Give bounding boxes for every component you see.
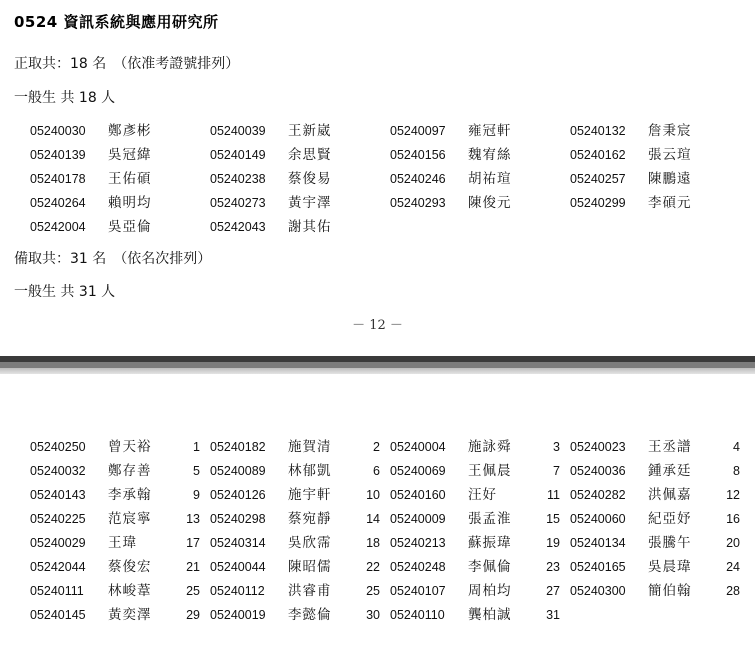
- exam-id: 05240282: [570, 488, 626, 502]
- candidate-name: 洪佩嘉: [648, 487, 692, 503]
- candidate-name: 蔡俊易: [288, 171, 332, 187]
- candidate-name: 吳欣霈: [288, 535, 332, 551]
- rank-number: 16: [726, 512, 740, 526]
- exam-id: 05240134: [570, 536, 626, 550]
- candidate-name: 陳俊元: [468, 195, 512, 211]
- candidate-name: 周柏均: [468, 583, 512, 599]
- waitlist-prefix: 備取共：: [14, 251, 70, 267]
- rank-number: 19: [546, 536, 560, 550]
- exam-id: 05240248: [390, 560, 446, 574]
- candidate-name: 曾天裕: [108, 439, 152, 455]
- exam-id: 05240299: [570, 196, 626, 210]
- candidate-name: 范宸寧: [108, 511, 152, 527]
- rank-number: 11: [547, 488, 560, 502]
- admitted-group-suffix: 人: [96, 90, 116, 106]
- exam-id: 05240149: [210, 148, 266, 162]
- candidate-name: 王佩晨: [468, 463, 512, 479]
- exam-id: 05240250: [30, 440, 86, 454]
- exam-id: 05240298: [210, 512, 266, 526]
- exam-id: 05240225: [30, 512, 86, 526]
- page-break-divider: [0, 356, 755, 374]
- candidate-name: 謝其佑: [288, 219, 332, 235]
- rank-number: 25: [366, 584, 380, 598]
- exam-id: 05242004: [30, 220, 86, 234]
- candidate-name: 施賀清: [288, 439, 332, 455]
- admitted-group-count: 18: [78, 90, 97, 106]
- waitlist-suffix: 名 （依名次排列）: [87, 251, 212, 267]
- candidate-name: 張孟淮: [468, 511, 512, 527]
- exam-id: 05240023: [570, 440, 626, 454]
- candidate-name: 李佩倫: [468, 559, 512, 575]
- rank-number: 25: [186, 584, 200, 598]
- candidate-name: 余思賢: [288, 147, 332, 163]
- exam-id: 05240126: [210, 488, 266, 502]
- exam-id: 05240139: [30, 148, 86, 162]
- exam-id: 05240029: [30, 536, 86, 550]
- candidate-name: 汪好: [468, 487, 497, 503]
- exam-id: 05242043: [210, 220, 266, 234]
- rank-number: 1: [193, 440, 200, 454]
- exam-id: 05240143: [30, 488, 86, 502]
- exam-id: 05240111: [30, 584, 84, 598]
- exam-id: 05240165: [570, 560, 626, 574]
- admitted-prefix: 正取共：: [14, 56, 70, 72]
- rank-number: 7: [553, 464, 560, 478]
- candidate-name: 施宇軒: [288, 487, 332, 503]
- rank-number: 2: [373, 440, 380, 454]
- exam-id: 05240246: [390, 172, 446, 186]
- exam-id: 05240238: [210, 172, 266, 186]
- exam-id: 05240019: [210, 608, 266, 622]
- waitlist-group-suffix: 人: [96, 284, 116, 300]
- waitlist-count: 31: [70, 251, 88, 267]
- exam-id: 05240182: [210, 440, 266, 454]
- candidate-name: 賴明均: [108, 195, 152, 211]
- admitted-suffix: 名 （依准考證號排列）: [87, 56, 240, 72]
- admitted-summary: [14, 53, 239, 73]
- candidate-name: 鄭存善: [108, 463, 152, 479]
- exam-id: 05240156: [390, 148, 446, 162]
- exam-id: 05240039: [210, 124, 266, 138]
- exam-id: 05240004: [390, 440, 446, 454]
- candidate-name: 魏宥絲: [468, 147, 512, 163]
- exam-id: 05240089: [210, 464, 266, 478]
- candidate-name: 李碩元: [648, 195, 692, 211]
- candidate-name: 洪睿甫: [288, 583, 332, 599]
- rank-number: 30: [366, 608, 380, 622]
- candidate-name: 王佑碩: [108, 171, 152, 187]
- candidate-name: 李懿倫: [288, 607, 332, 623]
- rank-number: 21: [186, 560, 200, 574]
- exam-id: 05240300: [570, 584, 626, 598]
- candidate-name: 龔柏誠: [468, 607, 512, 623]
- waitlist-group-count: 31: [78, 284, 97, 300]
- waitlist-group-summary: [14, 281, 115, 301]
- exam-id: 05240060: [570, 512, 626, 526]
- candidate-name: 李承翰: [108, 487, 152, 503]
- admitted-count: 18: [70, 56, 88, 72]
- admitted-group-summary: [14, 87, 115, 107]
- rank-number: 12: [726, 488, 740, 502]
- waitlist-summary: [14, 248, 211, 268]
- rank-number: 6: [373, 464, 380, 478]
- candidate-name: 胡祐瑄: [468, 171, 512, 187]
- exam-id: 05240036: [570, 464, 626, 478]
- exam-id: 05240178: [30, 172, 86, 186]
- exam-id: 05240160: [390, 488, 446, 502]
- rank-number: 17: [186, 536, 200, 550]
- rank-number: 13: [186, 512, 200, 526]
- rank-number: 18: [366, 536, 380, 550]
- exam-id: 05240145: [30, 608, 86, 622]
- exam-id: 05240030: [30, 124, 86, 138]
- rank-number: 8: [733, 464, 740, 478]
- candidate-name: 王丞譜: [648, 439, 692, 455]
- exam-id: 05240107: [390, 584, 446, 598]
- exam-id: 05240273: [210, 196, 266, 210]
- candidate-name: 雍冠軒: [468, 123, 512, 139]
- exam-id: 05240097: [390, 124, 446, 138]
- candidate-name: 鄭彥彬: [108, 123, 152, 139]
- rank-number: 29: [186, 608, 200, 622]
- admitted-group-prefix: 一般生 共: [14, 90, 79, 106]
- candidate-name: 黃奕澤: [108, 607, 152, 623]
- candidate-name: 簡伯翰: [648, 583, 692, 599]
- rank-number: 14: [366, 512, 380, 526]
- rank-number: 20: [726, 536, 740, 550]
- exam-id: 05240009: [390, 512, 446, 526]
- candidate-name: 吳晨瑋: [648, 559, 692, 575]
- rank-number: 22: [366, 560, 380, 574]
- candidate-name: 黃宇澤: [288, 195, 332, 211]
- exam-id: 05240162: [570, 148, 626, 162]
- candidate-name: 吳冠緯: [108, 147, 152, 163]
- exam-id: 05240132: [570, 124, 626, 138]
- candidate-name: 詹秉宸: [648, 123, 692, 139]
- exam-id: 05240044: [210, 560, 266, 574]
- exam-id: 05240257: [570, 172, 626, 186]
- page-number: － 12 －: [352, 318, 403, 333]
- page-13-top: [0, 374, 755, 651]
- candidate-name: 吳亞倫: [108, 219, 152, 235]
- exam-id: 05240032: [30, 464, 86, 478]
- rank-number: 9: [193, 488, 200, 502]
- rank-number: 27: [546, 584, 560, 598]
- waitlist-group-prefix: 一般生 共: [14, 284, 79, 300]
- candidate-name: 張騰午: [648, 535, 692, 551]
- department-title: 0524 資訊系統與應用研究所: [14, 13, 219, 31]
- candidate-name: 王新崴: [288, 123, 332, 139]
- rank-number: 4: [733, 440, 740, 454]
- candidate-name: 王瑋: [108, 535, 137, 551]
- exam-id: 05240213: [390, 536, 446, 550]
- candidate-name: 蘇振瑋: [468, 535, 512, 551]
- candidate-name: 林郁凱: [288, 463, 332, 479]
- exam-id: 05240293: [390, 196, 446, 210]
- candidate-name: 陳昭儒: [288, 559, 332, 575]
- rank-number: 10: [366, 488, 380, 502]
- rank-number: 24: [726, 560, 740, 574]
- exam-id: 05240110: [390, 608, 445, 622]
- candidate-name: 施詠舜: [468, 439, 512, 455]
- candidate-name: 陳鵬遠: [648, 171, 692, 187]
- candidate-name: 鍾承廷: [648, 463, 692, 479]
- candidate-name: 蔡俊宏: [108, 559, 152, 575]
- exam-id: 05240069: [390, 464, 446, 478]
- exam-id: 05240112: [210, 584, 265, 598]
- rank-number: 31: [546, 608, 560, 622]
- rank-number: 28: [726, 584, 740, 598]
- exam-id: 05240264: [30, 196, 86, 210]
- exam-id: 05240314: [210, 536, 266, 550]
- rank-number: 15: [546, 512, 560, 526]
- exam-id: 05242044: [30, 560, 86, 574]
- candidate-name: 紀亞妤: [648, 511, 692, 527]
- rank-number: 23: [546, 560, 560, 574]
- rank-number: 5: [193, 464, 200, 478]
- candidate-name: 林峻葦: [108, 583, 152, 599]
- candidate-name: 張云瑄: [648, 147, 692, 163]
- candidate-name: 蔡宛靜: [288, 511, 332, 527]
- rank-number: 3: [553, 440, 560, 454]
